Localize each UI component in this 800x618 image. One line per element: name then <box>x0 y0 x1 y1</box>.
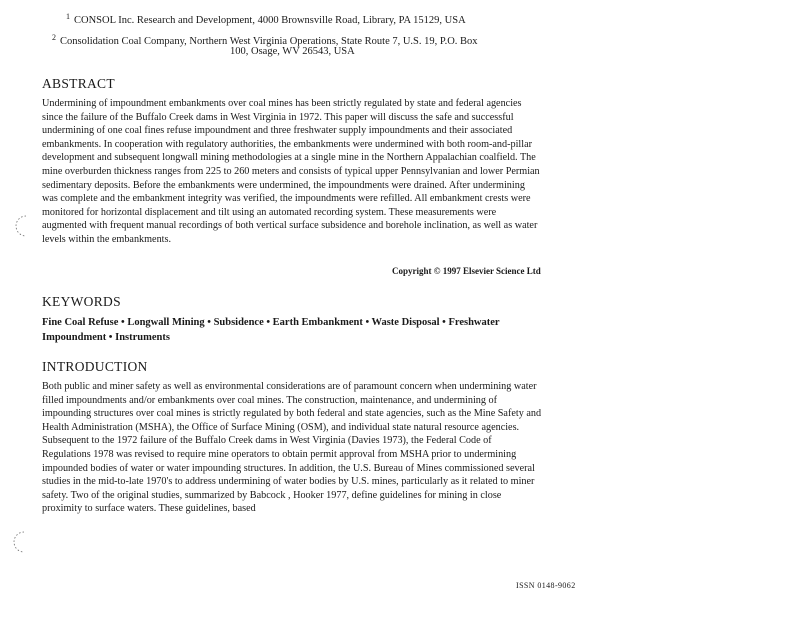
keywords-heading: KEYWORDS <box>42 294 121 309</box>
affiliation-1-text: CONSOL Inc. Research and Development, 4000 Brownsville Road, Library, PA 15129, USA <box>74 15 466 26</box>
punch-hole-mark-upper <box>16 216 26 236</box>
affiliation-2-marker: 2 <box>52 33 56 42</box>
introduction-body: Both public and miner safety as well as environmental considerations are of paramount concern when undermining water filled impoundments and/or embankments over coal mines. The construction, maintenance, and undermining of impounding structures over coal mines is strictly regulated by both federal and state agencies, such as the Mine Safety and Health Administration (MSHA), the Office of Surface Mining (OSM), and individual state natural resource agencies. Subsequent to the 1972 failure of the Buffalo Creek dams in West Virginia (Davies 1973), the Federal Code of Regulations 1978 was revised to require mine operators to obtain permit approval from MSHA prior to undermining impounded bodies of water or water impounding structures. In addition, the U.S. Bureau of Mines commissioned several studies in the mid-to-late 1970's to address undermining of water bodies by U.S. mines, particularly as it related to miner safety. Two of the original studies, summarized by Babcock , Hooker 1977, define guidelines for mining in close proximity to surface waters. These guidelines, based <box>42 381 542 515</box>
affiliation-1 <box>66 10 466 28</box>
keywords-list: Fine Coal Refuse • Longwall Mining • Subsidence • Earth Embankment • Waste Disposal • Freshwater Impoundment • Instruments <box>42 317 500 343</box>
copyright-notice: Copyright © 1997 Elsevier Science Ltd <box>392 266 541 276</box>
punch-hole-mark-lower <box>14 532 24 552</box>
affiliation-1-marker: 1 <box>66 12 70 21</box>
affiliation-2-line-2: 100, Osage, WV 26543, USA <box>230 46 355 57</box>
introduction-heading: INTRODUCTION <box>42 359 148 374</box>
affiliation-2-line-1: Consolidation Coal Company, Northern West Virginia Operations, State Route 7, U.S. 19, P.O. Box <box>60 36 478 47</box>
abstract-body: Undermining of impoundment embankments over coal mines has been strictly regulated by state and federal agencies since the failure of the Buffalo Creek dams in West Virginia in 1972. This paper will discuss the safe and successful undermining of one coal fines refuse impoundment and three freshwater supply impoundments and their associated embankments. In cooperation with regulatory authorities, the embankments were undermined with both room-and-pillar development and subsequent longwall mining methodologies at a single mine in the Northern Appalachian coalfield. The mine overburden thickness ranges from 225 to 260 meters and consists of typical upper Pennsylvanian and lower Permian sedimentary deposits. Before the embankments were undermined, the impoundments were drained. After undermining was complete and the embankment integrity was verified, the impoundments were refilled. All embankment crests were monitored for horizontal displacement and tilt using an automated recording system. These measurements were augmented with frequent manual recordings of both vertical surface subsidence and borehole inclination, as well as water levels within the embankments. <box>42 98 540 245</box>
abstract-heading: ABSTRACT <box>42 76 115 91</box>
issn-footer: ISSN 0148-9062 <box>516 581 576 590</box>
